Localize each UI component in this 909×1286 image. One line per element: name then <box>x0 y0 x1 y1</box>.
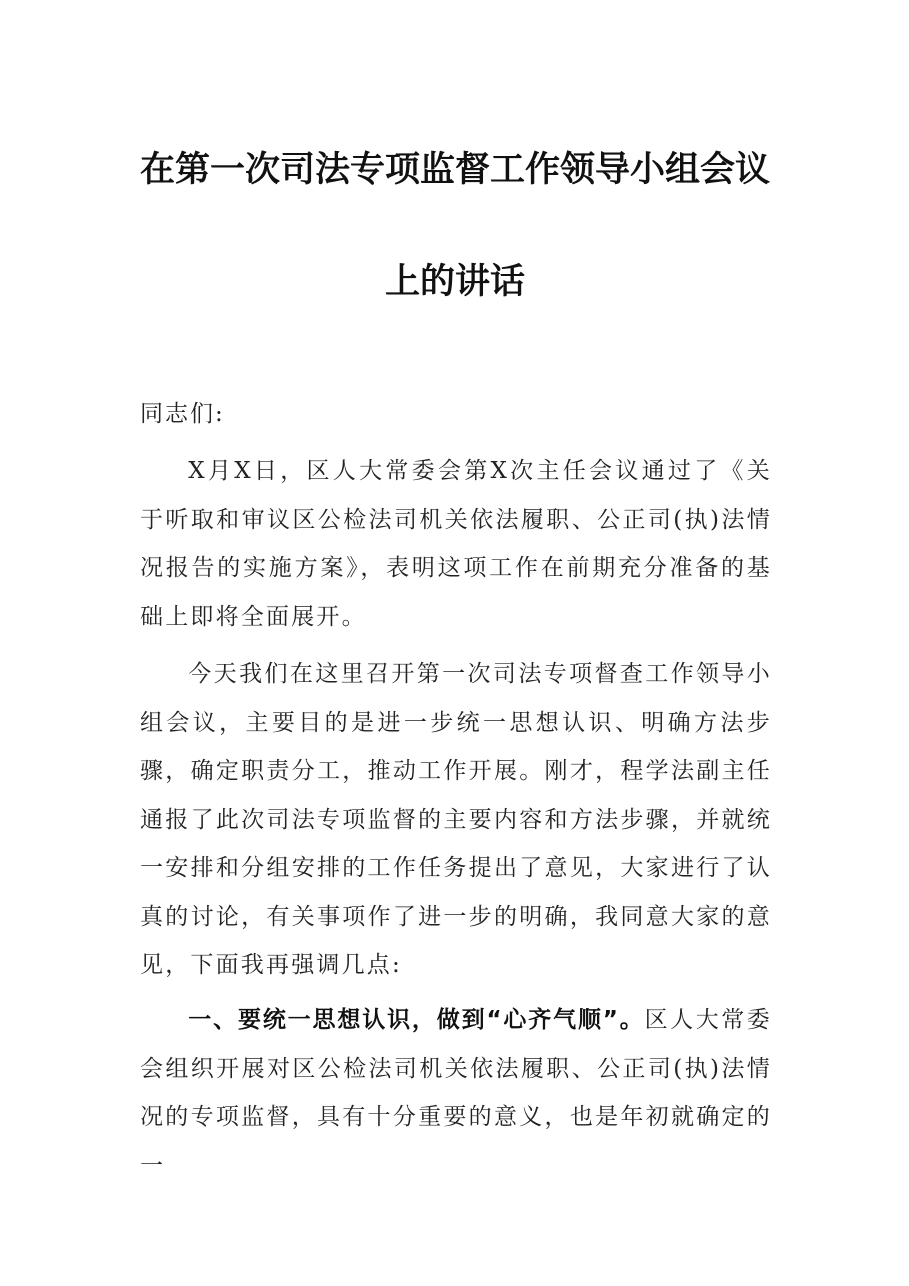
document-title-line-1: 在第一次司法专项监督工作领导小组会议 <box>140 150 771 190</box>
document-title-line-2: 上的讲话 <box>384 262 525 302</box>
paragraph-2 <box>140 650 772 990</box>
paragraph-3 <box>140 996 772 1190</box>
section-heading-1: 一、要统一思想认识，做到“心齐气顺”。 <box>188 1007 645 1033</box>
paragraph-1-text: X月X日，区人大常委会第X次主任会议通过了《关于听取和审议区公检法司机关依法履职、公正司(执)法情况报告的实施方案》，表明这项工作在前期充分准备的基础上即将全面展开。 <box>140 458 772 630</box>
paragraph-3-text <box>140 996 772 1190</box>
paragraph-1 <box>140 447 772 641</box>
section-1-body: 区人大常委会组织开展对区公检法司机关依法履职、公正司(执)法情况的专项监督，具有十分重要的意义，也是年初就确定的一 <box>140 1007 773 1179</box>
paragraph-2-text: 今天我们在这里召开第一次司法专项督查工作领导小组会议，主要目的是进一步统一思想认识、明确方法步骤，确定职责分工，推动工作开展。刚才，程学法副主任通报了此次司法专项监督的主要内容和方法步骤，并就统一安排和分组安排的工作任务提出了意见，大家进行了认真的讨论，有关事项作了进一步的明确，我同意大家的意见，下面我再强调几点: <box>140 661 772 978</box>
salutation: 同志们: <box>140 401 225 427</box>
